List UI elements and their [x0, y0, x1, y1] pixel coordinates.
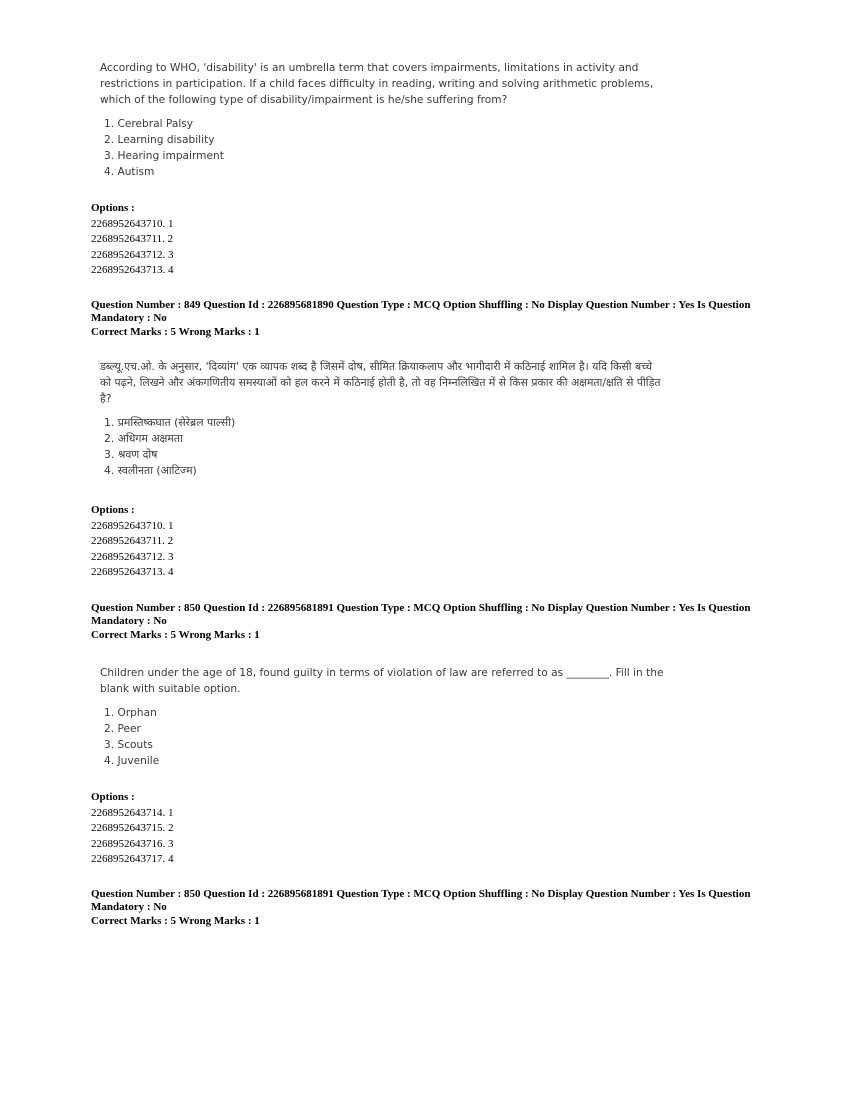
option-id: 2268952643710. 1 — [91, 519, 174, 532]
marks-line: Correct Marks : 5 Wrong Marks : 1 — [91, 326, 260, 338]
choice-2: 2. Learning disability — [104, 134, 215, 146]
options-label: Options : — [91, 202, 135, 214]
option-id: 2268952643711. 2 — [91, 233, 174, 245]
question-stem: डब्ल्यू.एच.ओ. के अनुसार, 'दिव्यांग' एक व्यापक शब्द है जिसमें दोष, सीमित क्रियाकलाप और भागीदारी में कठिनाई शामिल है। यदि किसी बच्चे को पढ़ने, लिखने और अंकगणितीय समस्याओं को हल करने में कठिनाई होती है, तो वह निम्नलिखित में से किस प्रकार की अक्षमता/क्षति से पीड़ित है? — [100, 360, 661, 405]
question-meta-line: Question Number : 850 Question Id : 226895681891 Question Type : MCQ Option Shuffling : No Display Question Number : Yes Is Question Mandatory : No — [91, 888, 751, 913]
choice-3: 3. श्रवण दोष — [104, 448, 158, 461]
options-list-848 — [91, 201, 174, 279]
option-id: 2268952643715. 2 — [91, 822, 174, 834]
option-id: 2268952643713. 4 — [91, 566, 174, 578]
option-id: 2268952643712. 3 — [91, 550, 174, 563]
option-id: 2268952643712. 3 — [91, 248, 174, 261]
option-id: 2268952643710. 1 — [91, 217, 174, 230]
choice-3: 3. Scouts — [104, 739, 153, 751]
question-849-text — [100, 359, 665, 479]
choice-2: 2. Peer — [104, 723, 141, 735]
question-850-text — [100, 665, 670, 769]
question-meta-line: Question Number : 849 Question Id : 226895681890 Question Type : MCQ Option Shuffling : No Display Question Number : Yes Is Question Mandatory : No — [91, 299, 751, 324]
options-label: Options : — [91, 504, 135, 516]
option-id: 2268952643716. 3 — [91, 837, 174, 850]
choice-1: 1. प्रमस्तिष्कघात (सेरेब्रल पाल्सी) — [104, 416, 236, 429]
answer-choices — [100, 415, 665, 479]
option-id: 2268952643717. 4 — [91, 853, 174, 865]
answer-choices — [100, 116, 665, 180]
question-848-text — [100, 60, 665, 180]
options-list-850 — [91, 790, 174, 868]
options-list-849 — [91, 503, 174, 581]
choice-2: 2. अधिगम अक्षमता — [104, 432, 183, 445]
choice-4: 4. स्वलीनता (आटिज्म) — [104, 464, 197, 477]
question-stem: Children under the age of 18, found guilty in terms of violation of law are referred to as ________. Fill in the blank with suitable option. — [100, 667, 664, 695]
choice-4: 4. Juvenile — [104, 755, 160, 767]
choice-3: 3. Hearing impairment — [104, 150, 224, 162]
marks-line: Correct Marks : 5 Wrong Marks : 1 — [91, 629, 260, 641]
option-id: 2268952643713. 4 — [91, 264, 174, 276]
question-meta-line: Question Number : 850 Question Id : 226895681891 Question Type : MCQ Option Shuffling : No Display Question Number : Yes Is Question Mandatory : No — [91, 602, 751, 627]
choice-4: 4. Autism — [104, 166, 155, 178]
question-meta-849 — [91, 299, 751, 339]
question-stem: According to WHO, 'disability' is an umbrella term that covers impairments, limitations in activity and restrictions in participation. If a child faces difficulty in reading, writing and solving arithmetic problems, which of the following type of disability/impairment is he/she suffering from? — [100, 62, 654, 106]
marks-line: Correct Marks : 5 Wrong Marks : 1 — [91, 915, 260, 927]
question-meta-850-repeat — [91, 888, 751, 928]
choice-1: 1. Cerebral Palsy — [104, 118, 194, 130]
option-id: 2268952643711. 2 — [91, 535, 174, 547]
choice-1: 1. Orphan — [104, 707, 157, 719]
question-meta-850 — [91, 602, 751, 642]
answer-choices — [100, 705, 670, 769]
options-label: Options : — [91, 791, 135, 803]
option-id: 2268952643714. 1 — [91, 806, 174, 819]
